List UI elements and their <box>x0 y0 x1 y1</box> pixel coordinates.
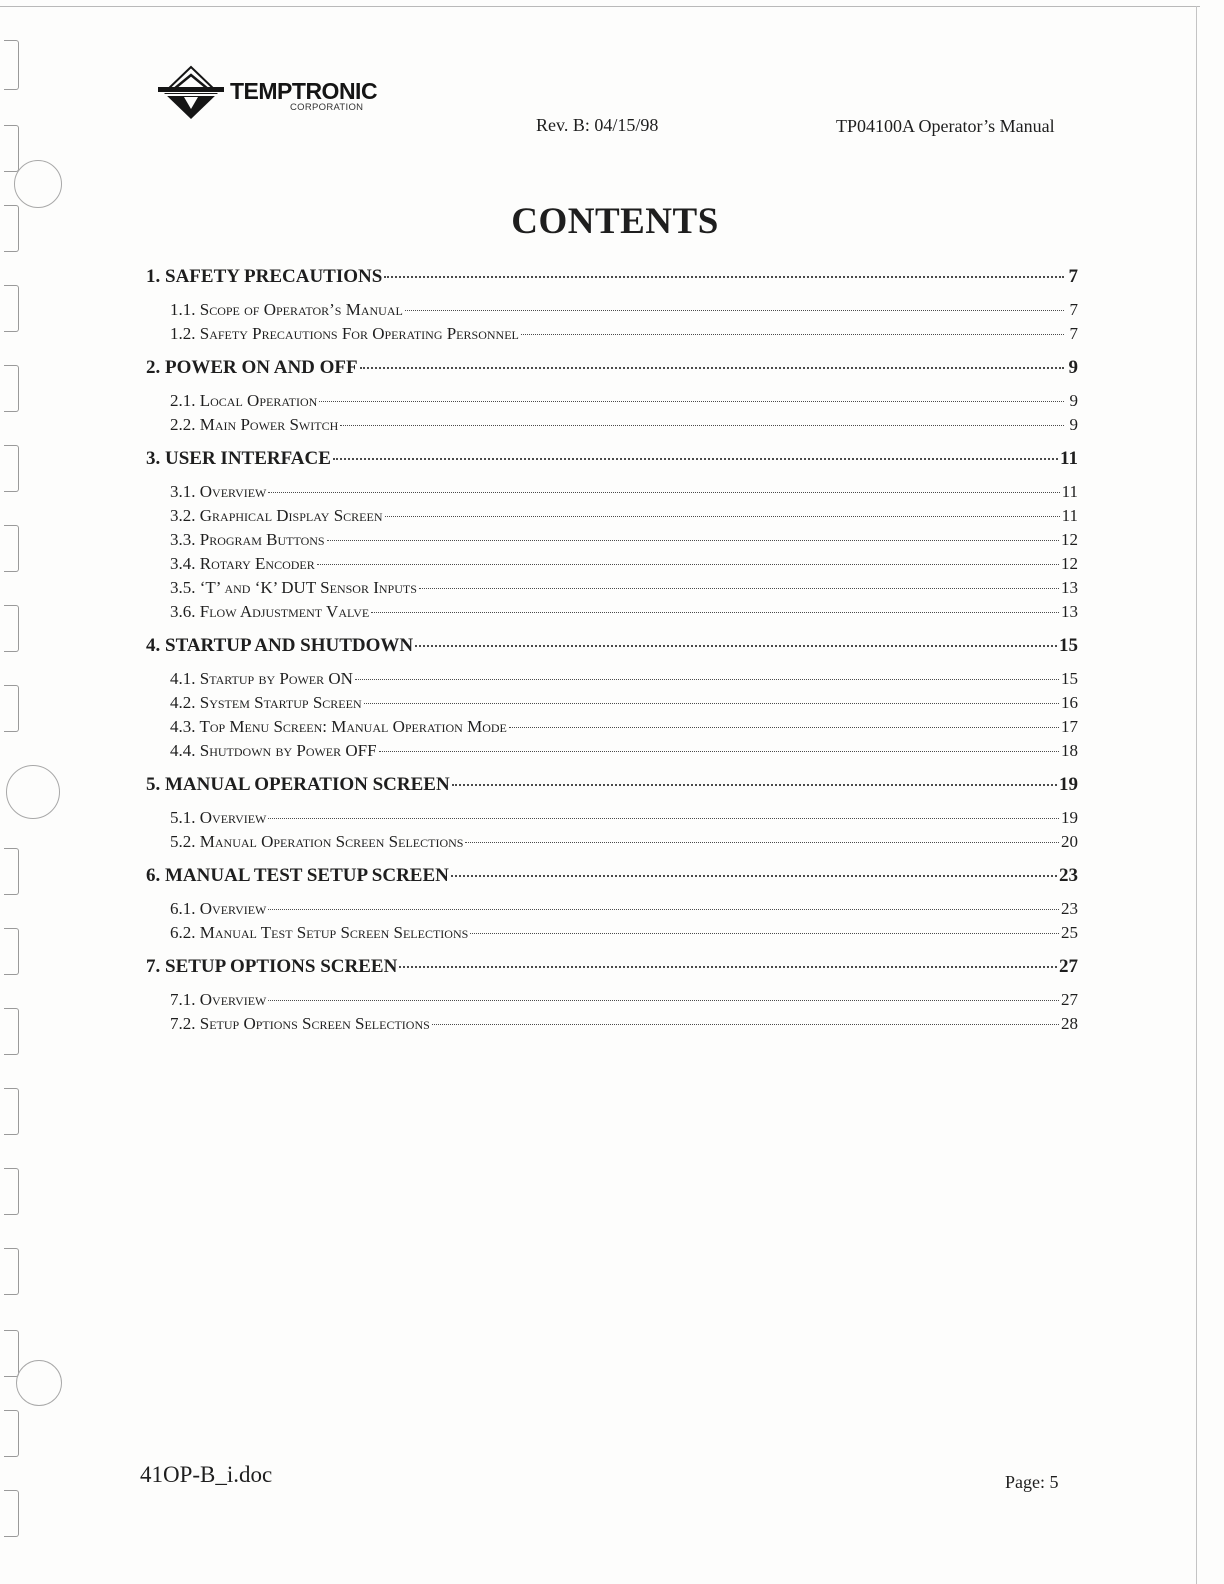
dot-leader <box>268 818 1059 819</box>
toc-subsection-label: 4.2. System Startup Screen <box>170 693 362 712</box>
toc-subsection-page: 12 <box>1061 530 1078 549</box>
dot-leader <box>319 401 1064 402</box>
toc-subsection-entry[interactable] <box>146 530 1078 554</box>
binder-punch <box>4 1330 19 1377</box>
toc-subsection-entry[interactable] <box>146 554 1078 578</box>
toc-subsection-label: 3.6. Flow Adjustment Valve <box>170 602 370 621</box>
toc-subsection-entry[interactable] <box>146 300 1078 324</box>
binder-punch <box>4 445 19 492</box>
toc-subsection-label: 4.4. Shutdown by Power OFF <box>170 741 377 760</box>
toc-subsection-page: 18 <box>1061 741 1078 760</box>
toc-chapter-entry[interactable] <box>146 956 1078 990</box>
dot-leader <box>465 842 1059 843</box>
toc-subsection-label: 3.5. ‘T’ and ‘K’ DUT Sensor Inputs <box>170 578 417 597</box>
dot-leader <box>385 516 1060 517</box>
toc-subsection-page: 13 <box>1061 578 1078 597</box>
toc-subsection-entry[interactable] <box>146 1014 1078 1038</box>
toc-subsection-entry[interactable] <box>146 923 1078 947</box>
toc-subsection-label: 5.2. Manual Operation Screen Selections <box>170 832 464 851</box>
binder-punch <box>4 285 19 332</box>
binder-punch <box>4 365 19 412</box>
toc-chapter-page: 11 <box>1060 448 1078 469</box>
dot-leader <box>452 784 1057 786</box>
toc-chapter-entry[interactable] <box>146 865 1078 899</box>
toc-subsection-label: 6.2. Manual Test Setup Screen Selections <box>170 923 469 942</box>
dot-leader <box>268 909 1059 910</box>
table-of-contents <box>146 266 1078 1038</box>
toc-section <box>146 266 1078 348</box>
toc-chapter-page: 19 <box>1059 774 1078 795</box>
toc-subsection-label: 5.1. Overview <box>170 808 267 827</box>
binder-punch <box>4 125 19 172</box>
toc-subsection-label: 7.1. Overview <box>170 990 267 1009</box>
binder-punch <box>4 40 19 90</box>
toc-subsection-page: 9 <box>1069 391 1078 410</box>
dot-leader <box>360 367 1064 369</box>
dot-leader <box>371 612 1059 613</box>
toc-subsection-label: 3.1. Overview <box>170 482 267 501</box>
toc-chapter-page: 15 <box>1059 635 1078 656</box>
toc-subsection-entry[interactable] <box>146 669 1078 693</box>
toc-chapter-page: 9 <box>1068 357 1078 378</box>
dot-leader <box>268 492 1059 493</box>
toc-subsection-page: 7 <box>1069 300 1078 319</box>
toc-subsection-page: 11 <box>1061 482 1078 501</box>
toc-subsection-label: 7.2. Setup Options Screen Selections <box>170 1014 430 1033</box>
toc-section <box>146 865 1078 947</box>
toc-subsection-entry[interactable] <box>146 990 1078 1014</box>
binder-punch <box>4 1168 19 1215</box>
dot-leader <box>399 966 1057 968</box>
toc-chapter-entry[interactable] <box>146 357 1078 391</box>
binder-punch <box>4 1490 19 1537</box>
toc-subsection-label: 2.2. Main Power Switch <box>170 415 339 434</box>
toc-subsection-page: 11 <box>1061 506 1078 525</box>
toc-subsection-label: 1.2. Safety Precautions For Operating Personnel <box>170 324 519 343</box>
toc-subsection-entry[interactable] <box>146 602 1078 626</box>
dot-leader <box>384 276 1064 278</box>
toc-subsection-label: 3.4. Rotary Encoder <box>170 554 315 573</box>
page-title: CONTENTS <box>511 201 719 242</box>
toc-chapter-page: 23 <box>1059 865 1078 886</box>
toc-chapter-entry[interactable] <box>146 266 1078 300</box>
toc-subsection-label: 3.3. Program Buttons <box>170 530 325 549</box>
toc-chapter-label: 5. MANUAL OPERATION SCREEN <box>146 774 450 795</box>
toc-subsection-page: 9 <box>1069 415 1078 434</box>
toc-section <box>146 956 1078 1038</box>
binder-punch <box>4 1088 19 1135</box>
binder-punch <box>4 685 19 732</box>
toc-chapter-entry[interactable] <box>146 774 1078 808</box>
logo-subtitle: CORPORATION <box>290 102 364 113</box>
dot-leader <box>405 310 1064 311</box>
dot-leader <box>379 751 1059 752</box>
logo-name: TEMPTRONIC <box>230 78 378 104</box>
page-top-edge <box>0 6 1200 7</box>
toc-subsection-entry[interactable] <box>146 391 1078 415</box>
revision-label: Rev. B: 04/15/98 <box>536 115 659 135</box>
toc-subsection-entry[interactable] <box>146 899 1078 923</box>
toc-chapter-entry[interactable] <box>146 635 1078 669</box>
toc-subsection-entry[interactable] <box>146 741 1078 765</box>
toc-chapter-page: 7 <box>1068 266 1078 287</box>
toc-subsection-page: 13 <box>1061 602 1078 621</box>
toc-chapter-label: 6. MANUAL TEST SETUP SCREEN <box>146 865 449 886</box>
binder-punch <box>4 525 19 572</box>
toc-subsection-label: 1.1. Scope of Operator’s Manual <box>170 300 403 319</box>
toc-subsection-entry[interactable] <box>146 578 1078 602</box>
toc-section <box>146 635 1078 765</box>
toc-chapter-label: 7. SETUP OPTIONS SCREEN <box>146 956 398 977</box>
dot-leader <box>333 458 1058 460</box>
dot-leader <box>327 540 1059 541</box>
dot-leader <box>470 933 1059 934</box>
dot-leader <box>509 727 1059 728</box>
toc-subsection-page: 7 <box>1069 324 1078 343</box>
toc-subsection-label: 2.1. Local Operation <box>170 391 318 410</box>
toc-subsection-entry[interactable] <box>146 482 1078 506</box>
toc-chapter-label: 1. SAFETY PRECAUTIONS <box>146 266 383 287</box>
toc-subsection-page: 15 <box>1061 669 1078 688</box>
dot-leader <box>451 875 1057 877</box>
binder-punch <box>4 928 19 975</box>
toc-section <box>146 774 1078 856</box>
dot-leader <box>268 1000 1059 1001</box>
toc-chapter-entry[interactable] <box>146 448 1078 482</box>
toc-chapter-page: 27 <box>1059 956 1078 977</box>
toc-section <box>146 357 1078 439</box>
dot-leader <box>521 334 1064 335</box>
temptronic-logo-icon <box>158 65 224 126</box>
dot-leader <box>355 679 1059 680</box>
footer-filename: 41OP-B_i.doc <box>140 1462 273 1487</box>
binder-hole <box>6 765 60 819</box>
toc-subsection-page: 17 <box>1061 717 1078 736</box>
toc-subsection-entry[interactable] <box>146 717 1078 741</box>
toc-subsection-entry[interactable] <box>146 415 1078 439</box>
toc-subsection-label: 6.1. Overview <box>170 899 267 918</box>
toc-subsection-page: 16 <box>1061 693 1078 712</box>
dot-leader <box>432 1024 1059 1025</box>
toc-subsection-label: 3.2. Graphical Display Screen <box>170 506 383 525</box>
binder-hole <box>16 1360 62 1406</box>
toc-subsection-page: 12 <box>1061 554 1078 573</box>
binder-punch <box>4 848 19 895</box>
toc-subsection-page: 23 <box>1061 899 1078 918</box>
dot-leader <box>419 588 1059 589</box>
toc-subsection-entry[interactable] <box>146 693 1078 717</box>
toc-subsection-page: 28 <box>1061 1014 1078 1033</box>
toc-subsection-entry[interactable] <box>146 808 1078 832</box>
toc-subsection-entry[interactable] <box>146 324 1078 348</box>
company-logo <box>230 80 377 113</box>
toc-chapter-label: 3. USER INTERFACE <box>146 448 331 469</box>
dot-leader <box>317 564 1059 565</box>
toc-subsection-label: 4.1. Startup by Power ON <box>170 669 353 688</box>
footer-page-number: Page: 5 <box>1005 1472 1059 1492</box>
toc-subsection-entry[interactable] <box>146 506 1078 530</box>
toc-subsection-page: 19 <box>1061 808 1078 827</box>
dot-leader <box>340 425 1064 426</box>
toc-subsection-entry[interactable] <box>146 832 1078 856</box>
manual-title: TP04100A Operator’s Manual <box>836 116 1055 136</box>
binder-punch <box>4 1410 19 1457</box>
toc-subsection-page: 25 <box>1061 923 1078 942</box>
toc-subsection-page: 27 <box>1061 990 1078 1009</box>
binder-punch <box>4 1008 19 1055</box>
toc-subsection-label: 4.3. Top Menu Screen: Manual Operation Mode <box>170 717 507 736</box>
toc-subsection-page: 20 <box>1061 832 1078 851</box>
binder-punch <box>4 605 19 652</box>
toc-chapter-label: 4. STARTUP AND SHUTDOWN <box>146 635 414 656</box>
dot-leader <box>415 645 1057 647</box>
toc-chapter-label: 2. POWER ON AND OFF <box>146 357 358 378</box>
binder-punch <box>4 1248 19 1295</box>
dot-leader <box>364 703 1059 704</box>
toc-section <box>146 448 1078 626</box>
